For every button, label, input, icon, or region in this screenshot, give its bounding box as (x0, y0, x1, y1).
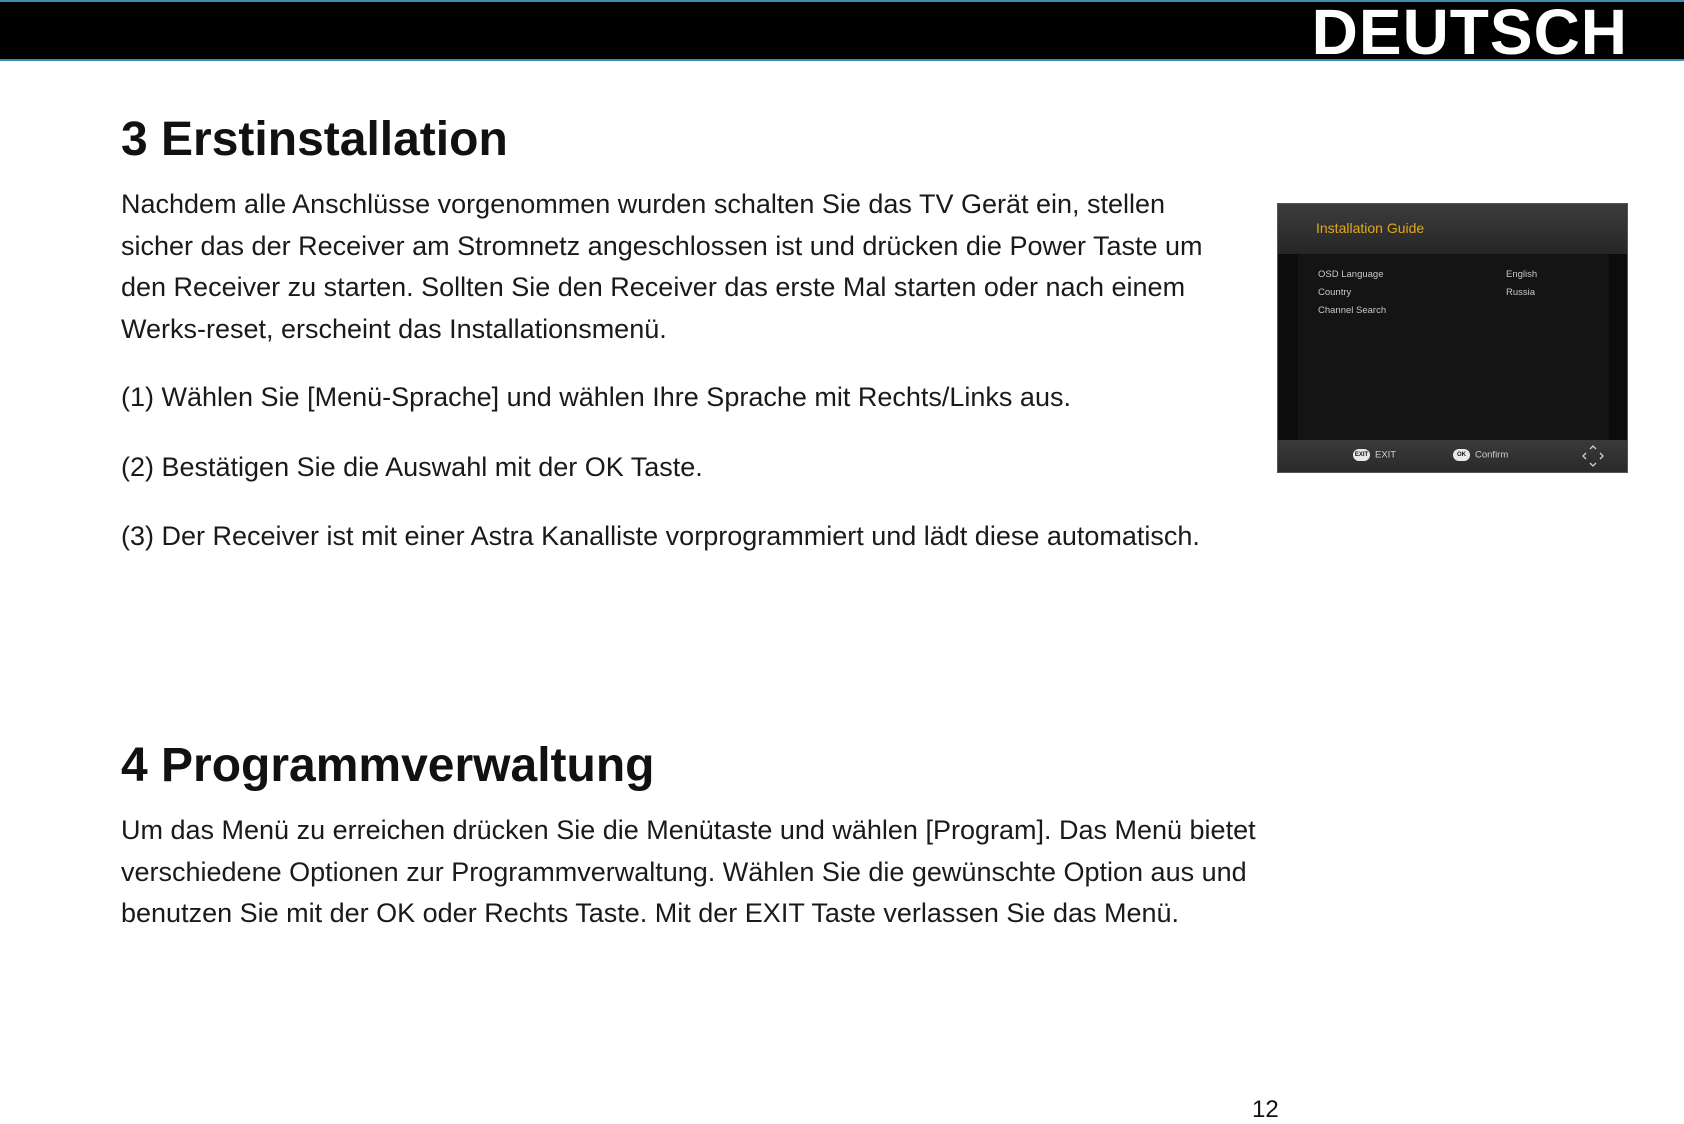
tv-menu-row-channel-search (1318, 305, 1608, 316)
tv-menu-row-osd-language (1318, 269, 1608, 280)
tv-menu-row-country (1318, 287, 1608, 298)
tv-row-label: Channel Search (1318, 305, 1387, 316)
tv-row-label: Country (1318, 287, 1352, 298)
ok-button-icon: OK (1453, 449, 1470, 461)
tv-exit-label: EXIT (1375, 449, 1397, 461)
section-3-intro: Nachdem alle Anschlüsse vorgenommen wurden schalten Sie das TV Gerät ein, stellen sicher das der Receiver am Stromnetz angeschlossen ist und drücken die Power Taste um den Receiver zu starten. Sollten Sie den Receiver das erste Mal starten oder nach einem Werks-reset, erscheint das Installationsmenü. (121, 189, 1203, 344)
step-3: (3) Der Receiver ist mit einer Astra Kanalliste vorprogrammiert und lädt diese automatisch. (121, 521, 1200, 551)
step-1: (1) Wählen Sie [Menü-Sprache] und wählen Ihre Sprache mit Rechts/Links aus. (121, 382, 1071, 412)
tv-title: Installation Guide (1316, 220, 1425, 236)
language-label: DEUTSCH (1311, 0, 1628, 68)
tv-menu-panel (1298, 254, 1609, 442)
step-2: (2) Bestätigen Sie die Auswahl mit der OK Taste. (121, 452, 703, 482)
tv-header (1278, 204, 1627, 254)
tv-row-value: English (1506, 269, 1538, 280)
page-number: 12 (1252, 1096, 1279, 1123)
tv-confirm-hint (1453, 449, 1508, 461)
tv-row-label: OSD Language (1318, 269, 1384, 280)
arrow-cross-icon (1581, 444, 1605, 468)
section-4-title: 4 Programmverwaltung (121, 739, 655, 792)
section-4-body: Um das Menü zu erreichen drücken Sie die Menütaste und wählen [Program]. Das Menü bietet verschiedene Optionen zur Programmverwaltung. Wählen Sie die gewünschte Option aus und benutzen Sie mit der OK oder Rechts Taste. Mit der EXIT Taste verlassen Sie das Menü. (121, 815, 1256, 928)
language-header-bar (0, 0, 1684, 68)
section-3-title: 3 Erstinstallation (121, 113, 508, 166)
tv-footer (1278, 440, 1627, 472)
tv-row-value: Russia (1506, 287, 1536, 298)
installation-guide-screenshot (1277, 203, 1628, 473)
tv-exit-hint (1353, 449, 1396, 461)
tv-confirm-label: Confirm (1475, 449, 1509, 461)
exit-button-icon: EXIT (1353, 449, 1370, 461)
